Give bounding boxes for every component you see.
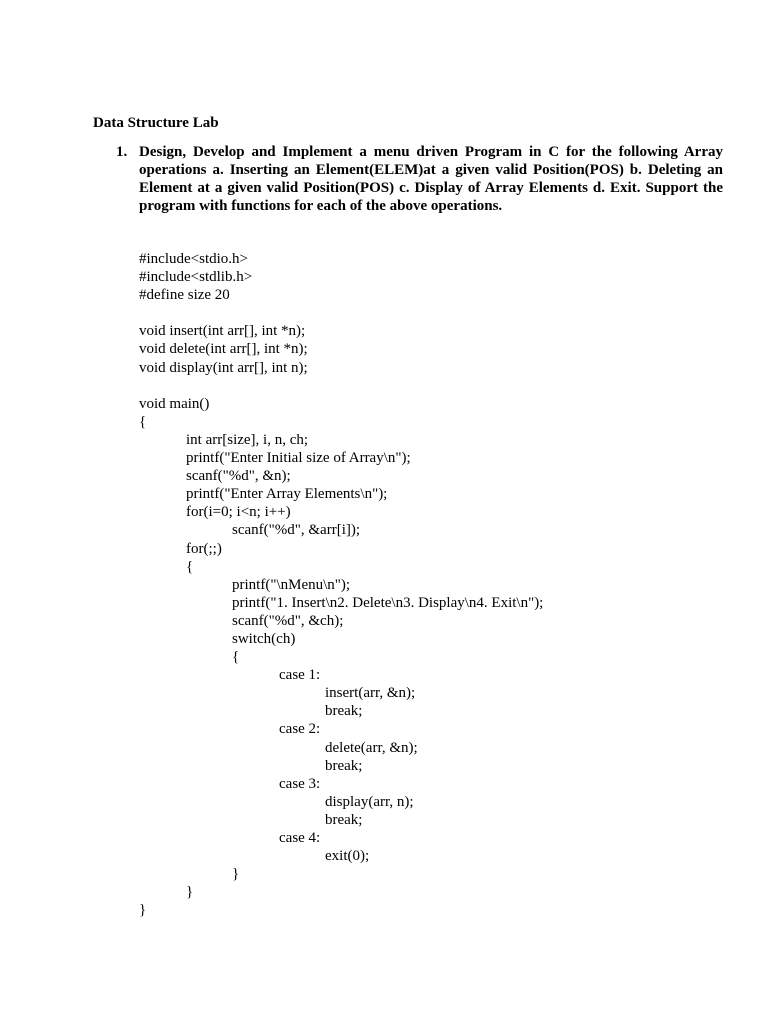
code-line: int arr[size], i, n, ch; <box>186 431 309 448</box>
code-line: break; <box>325 703 363 720</box>
code-line: { <box>232 649 240 666</box>
code-line <box>139 304 739 322</box>
code-line: case 3: <box>279 775 321 792</box>
code-line: #include<stdio.h> <box>139 251 248 267</box>
code-line: { <box>186 558 194 575</box>
code-line: void display(int arr[], int n); <box>139 359 308 376</box>
code-line: void insert(int arr[], int *n); <box>139 323 306 340</box>
code-line <box>139 377 739 395</box>
code-line: printf("1. Insert\n2. Delete\n3. Display\n4. Exit\n"); <box>232 594 544 611</box>
document-heading: Data Structure Lab <box>93 115 219 131</box>
code-line: case 2: <box>279 721 321 738</box>
code-line: scanf("%d", &arr[i]); <box>232 522 361 539</box>
code-line: for(i=0; i<n; i++) <box>186 504 291 521</box>
code-line: switch(ch) <box>232 630 296 647</box>
code-line: void main() <box>139 395 210 412</box>
code-line: } <box>186 884 194 901</box>
code-line: void delete(int arr[], int *n); <box>139 341 308 358</box>
code-line: break; <box>325 757 363 774</box>
code-line: { <box>139 413 147 430</box>
code-line: for(;;) <box>186 540 222 557</box>
code-line: printf("\nMenu\n"); <box>232 576 351 593</box>
code-line: printf("Enter Initial size of Array\n"); <box>186 450 411 467</box>
code-line: insert(arr, &n); <box>325 685 416 702</box>
code-line: case 1: <box>279 667 321 684</box>
code-line: break; <box>325 811 363 828</box>
code-line: #define size 20 <box>139 287 230 304</box>
code-line: case 4: <box>279 830 321 846</box>
code-line: delete(arr, &n); <box>325 739 418 756</box>
code-line: scanf("%d", &n); <box>186 468 291 485</box>
code-line: display(arr, n); <box>325 793 414 810</box>
question-text: Design, Develop and Implement a menu driven Program in C for the following Array operations a. Inserting an Element(ELEM)at a given valid Position(POS) b. Deleting an Element at a given valid Position(POS) c. Display of Array Elements d. Exit. Support the program with functions for each of the above operations. <box>139 144 723 214</box>
code-listing <box>139 250 739 919</box>
code-line: printf("Enter Array Elements\n"); <box>186 486 388 503</box>
code-line: scanf("%d", &ch); <box>232 612 344 629</box>
question-number: 1. <box>116 144 128 160</box>
code-line: } <box>139 902 147 919</box>
code-line: exit(0); <box>325 848 370 865</box>
code-line: #include<stdlib.h> <box>139 269 253 286</box>
code-line: } <box>232 866 240 883</box>
